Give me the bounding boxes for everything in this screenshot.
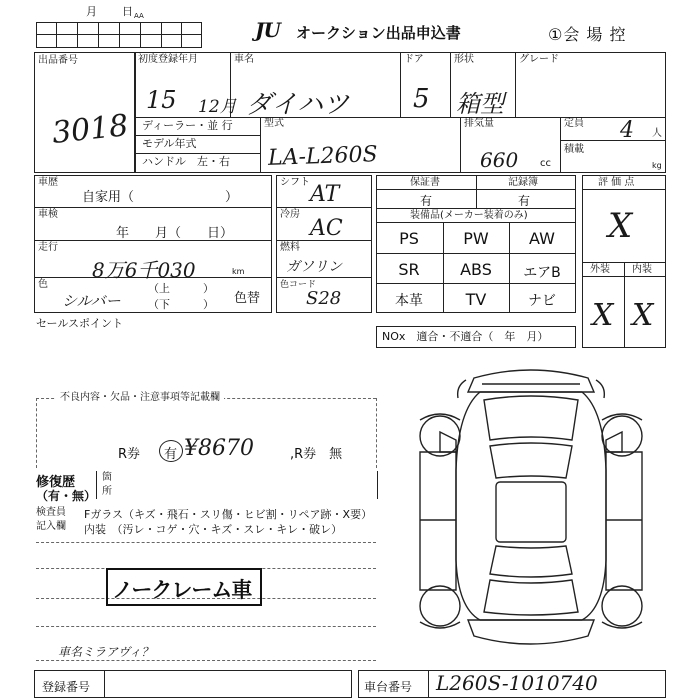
load-unit: kg [652,161,662,170]
color-top: （上 ） [148,282,214,295]
color-bottom: （下 ） [148,298,214,311]
repair-place-box [96,471,378,499]
warranty-label: 保証書 [410,177,440,188]
warranty-value: 有 [420,194,433,208]
repair-options: （有・無） [36,489,97,503]
grade-label: グレード [519,54,559,65]
capacity-value: 4 [620,118,634,143]
first-reg-label: 初度登録年月 [138,54,198,65]
mileage-label: 走行 [38,242,58,253]
reg-no-label: 登録番号 [42,680,91,694]
use-type: 自家用（ ） [82,190,239,205]
listing-no: 3018 [50,108,130,151]
body-value: 箱型 [456,90,504,118]
record-value: 有 [518,194,531,208]
equipment-label: 装備品(メーカー装着のみ) [410,210,528,221]
glass-line: Fガラス（キズ・飛石・スリ傷・ヒビ割・リペア跡・X要） [84,508,373,521]
recycle-right: ,R券 無 [290,447,343,462]
color-code-label: 色コード [280,280,317,290]
exterior-label: 外装 [590,264,610,275]
chassis-value: L260S-1010740 [436,671,598,695]
equipment-aw: AW [529,229,555,248]
displacement-label: 排気量 [464,118,494,129]
equipment-airbag: エアB [523,265,561,281]
inspection-value: 年 月（ 日） [116,226,234,241]
interior-mark: X [632,298,654,333]
exterior-mark: X [592,298,614,333]
capacity-unit: 人 [652,128,662,139]
date-suffix: AA [134,12,144,20]
shift-label: シフト [280,177,310,188]
equipment-tv: TV [465,290,487,309]
make-label: 車名 [234,54,254,65]
equipment-abs: ABS [460,260,492,279]
equipment-sr: SR [398,260,420,279]
defects-label: 不良内容・欠品・注意事項等記載欄 [56,392,224,404]
doors-value: 5 [413,84,430,114]
doors-label: ドア [404,54,424,65]
inspector-label-1: 検査員 [36,507,66,518]
recycle-yes: 有 [164,447,178,462]
model-year-label: モデル年式 [142,137,197,150]
ju-logo: JU [255,18,280,42]
first-reg-month: 12月 [198,97,237,117]
shift-value: AT [310,182,340,207]
inspection-label: 車検 [38,209,58,220]
listing-no-label: 出品番号 [38,55,78,66]
equipment-ps: PS [399,229,419,248]
nox-label: NOx 適合・不適合（ 年 月） [382,330,549,343]
equipment-leather: 本革 [395,293,423,309]
model-code-label: 型式 [264,118,284,129]
date-month-label: 月 [86,5,97,18]
handwritten-note: 車名ミラアヴィ？ [58,645,154,659]
record-label: 記録簿 [508,177,538,188]
load-label: 積載 [564,144,584,155]
color-label: 色 [38,279,48,290]
aircon-value: AC [310,216,343,241]
recycle-amount: ¥8670 [184,436,254,461]
displacement-value: 660 [480,148,519,172]
make-value: ダイハツ [246,90,349,120]
repair-place-2: 所 [102,486,112,497]
repair-label: 修復歴 [36,475,76,490]
displacement-unit: cc [540,158,551,169]
date-grid [36,22,202,48]
handle-label: ハンドル 左・右 [142,155,230,168]
inspector-label-2: 記入欄 [36,521,66,532]
model-code-value: LA-L260S [267,142,379,171]
equipment-navi: ナビ [528,293,556,309]
fuel-value: ガソリン [286,259,342,275]
interior-line: 内装 （汚レ・コゲ・穴・キズ・スレ・キレ・破レ） [84,523,343,536]
mileage-value: 8万6千030 [92,258,196,282]
mileage-unit: km [232,267,245,276]
body-label: 形状 [454,54,474,65]
fuel-label: 燃料 [280,242,300,253]
form-title: オークション出品申込書 [296,24,461,42]
capacity-label: 定員 [564,118,584,129]
first-reg-year: 15 [146,86,177,114]
repair-place-1: 箇 [102,472,112,483]
interior-label: 内装 [632,264,652,275]
sales-point-label: セールスポイント [36,317,124,330]
history-label: 車歴 [38,177,58,188]
color-code-value: S28 [306,288,342,309]
date-day-label: 日 [122,5,133,18]
rating-label: 評 価 点 [598,177,635,188]
dealer-label: ディーラー・並 行 [142,119,233,132]
chassis-label: 車台番号 [364,680,413,694]
rating-score-mark: X [608,206,633,246]
color-value: シルバー [62,292,121,310]
equipment-pw: PW [463,229,489,248]
no-claim-text: ノークレーム車 [112,578,252,602]
color-change: 色替 [234,291,261,306]
recycle-yes-circle [159,440,183,462]
recycle-label: R券 [118,447,141,462]
copy-label: ①会 場 控 [548,25,627,44]
aircon-label: 冷房 [280,209,300,220]
